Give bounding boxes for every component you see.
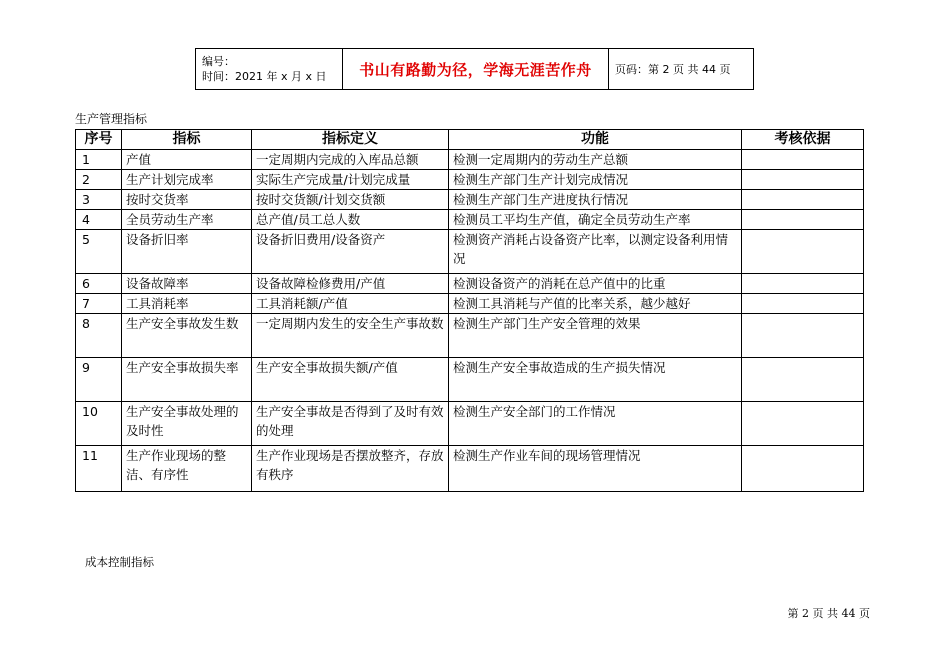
table-row: [76, 314, 864, 358]
footer-page-number: 第 2 页 共 44 页: [787, 607, 870, 620]
row-number-cell: 8: [76, 314, 122, 358]
table-row: [76, 230, 864, 274]
definition-cell: 按时交货额/计划交货额: [252, 190, 449, 210]
definition-cell: 工具消耗额/产值: [252, 294, 449, 314]
indicator-cell: 生产安全事故处理的及时性: [122, 402, 252, 446]
header-page-code: 页码：第 2 页 共 44 页: [609, 49, 754, 90]
column-header: 指标定义: [252, 130, 449, 150]
table-row: [76, 358, 864, 402]
table-row: [76, 190, 864, 210]
row-number-cell: 6: [76, 274, 122, 294]
production-indicator-table: [75, 129, 864, 492]
function-cell: 检测资产消耗占设备资产比率，以测定设备利用情况: [449, 230, 742, 274]
row-number-cell: 4: [76, 210, 122, 230]
definition-cell: 生产安全事故损失额/产值: [252, 358, 449, 402]
definition-cell: 一定周期内完成的入库品总额: [252, 150, 449, 170]
function-cell: 检测生产作业车间的现场管理情况: [449, 446, 742, 492]
basis-cell: [742, 190, 864, 210]
indicator-cell: 设备折旧率: [122, 230, 252, 274]
definition-cell: 实际生产完成量/计划完成量: [252, 170, 449, 190]
document-header: [195, 48, 754, 90]
definition-cell: 一定周期内发生的安全生产事故数: [252, 314, 449, 358]
indicator-cell: 全员劳动生产率: [122, 210, 252, 230]
indicator-cell: 设备故障率: [122, 274, 252, 294]
indicator-cell: 生产安全事故发生数: [122, 314, 252, 358]
basis-cell: [742, 210, 864, 230]
row-number-cell: 2: [76, 170, 122, 190]
definition-cell: 生产作业现场是否摆放整齐，存放有秩序: [252, 446, 449, 492]
row-number-cell: 7: [76, 294, 122, 314]
definition-cell: 设备故障检修费用/产值: [252, 274, 449, 294]
function-cell: 检测工具消耗与产值的比率关系，越少越好: [449, 294, 742, 314]
basis-cell: [742, 170, 864, 190]
definition-cell: 设备折旧费用/设备资产: [252, 230, 449, 274]
basis-cell: [742, 230, 864, 274]
table-row: [76, 210, 864, 230]
basis-cell: [742, 446, 864, 492]
table-row: [76, 150, 864, 170]
row-number-cell: 1: [76, 150, 122, 170]
basis-cell: [742, 274, 864, 294]
document-date: 时间：2021 年 x 月 x 日: [202, 70, 327, 83]
function-cell: 检测生产部门生产安全管理的效果: [449, 314, 742, 358]
row-number-cell: 9: [76, 358, 122, 402]
function-cell: 检测生产安全部门的工作情况: [449, 402, 742, 446]
indicator-cell: 生产作业现场的整洁、有序性: [122, 446, 252, 492]
basis-cell: [742, 358, 864, 402]
document-number-label: 编号：: [202, 55, 235, 68]
table-row: [76, 294, 864, 314]
function-cell: 检测生产部门生产计划完成情况: [449, 170, 742, 190]
indicator-cell: 按时交货率: [122, 190, 252, 210]
indicator-cell: 生产安全事故损失率: [122, 358, 252, 402]
column-header: 指标: [122, 130, 252, 150]
column-header: 序号: [76, 130, 122, 150]
row-number-cell: 3: [76, 190, 122, 210]
row-number-cell: 10: [76, 402, 122, 446]
basis-cell: [742, 150, 864, 170]
indicator-cell: 生产计划完成率: [122, 170, 252, 190]
function-cell: 检测设备资产的消耗在总产值中的比重: [449, 274, 742, 294]
table-row: [76, 170, 864, 190]
basis-cell: [742, 402, 864, 446]
indicator-cell: 工具消耗率: [122, 294, 252, 314]
definition-cell: 总产值/员工总人数: [252, 210, 449, 230]
section-title-cost: 成本控制指标: [85, 555, 154, 569]
function-cell: 检测员工平均生产值，确定全员劳动生产率: [449, 210, 742, 230]
table-row: [76, 402, 864, 446]
header-info-cell: [196, 49, 343, 90]
table-row: [76, 446, 864, 492]
table-header-row: [76, 130, 864, 150]
header-motto: 书山有路勤为径，学海无涯苦作舟: [343, 49, 609, 90]
row-number-cell: 5: [76, 230, 122, 274]
function-cell: 检测生产安全事故造成的生产损失情况: [449, 358, 742, 402]
indicator-cell: 产值: [122, 150, 252, 170]
definition-cell: 生产安全事故是否得到了及时有效的处理: [252, 402, 449, 446]
function-cell: 检测一定周期内的劳动生产总额: [449, 150, 742, 170]
column-header: 考核依据: [742, 130, 864, 150]
row-number-cell: 11: [76, 446, 122, 492]
column-header: 功能: [449, 130, 742, 150]
basis-cell: [742, 314, 864, 358]
section-title-production: 生产管理指标: [75, 112, 148, 126]
table-row: [76, 274, 864, 294]
basis-cell: [742, 294, 864, 314]
function-cell: 检测生产部门生产进度执行情况: [449, 190, 742, 210]
